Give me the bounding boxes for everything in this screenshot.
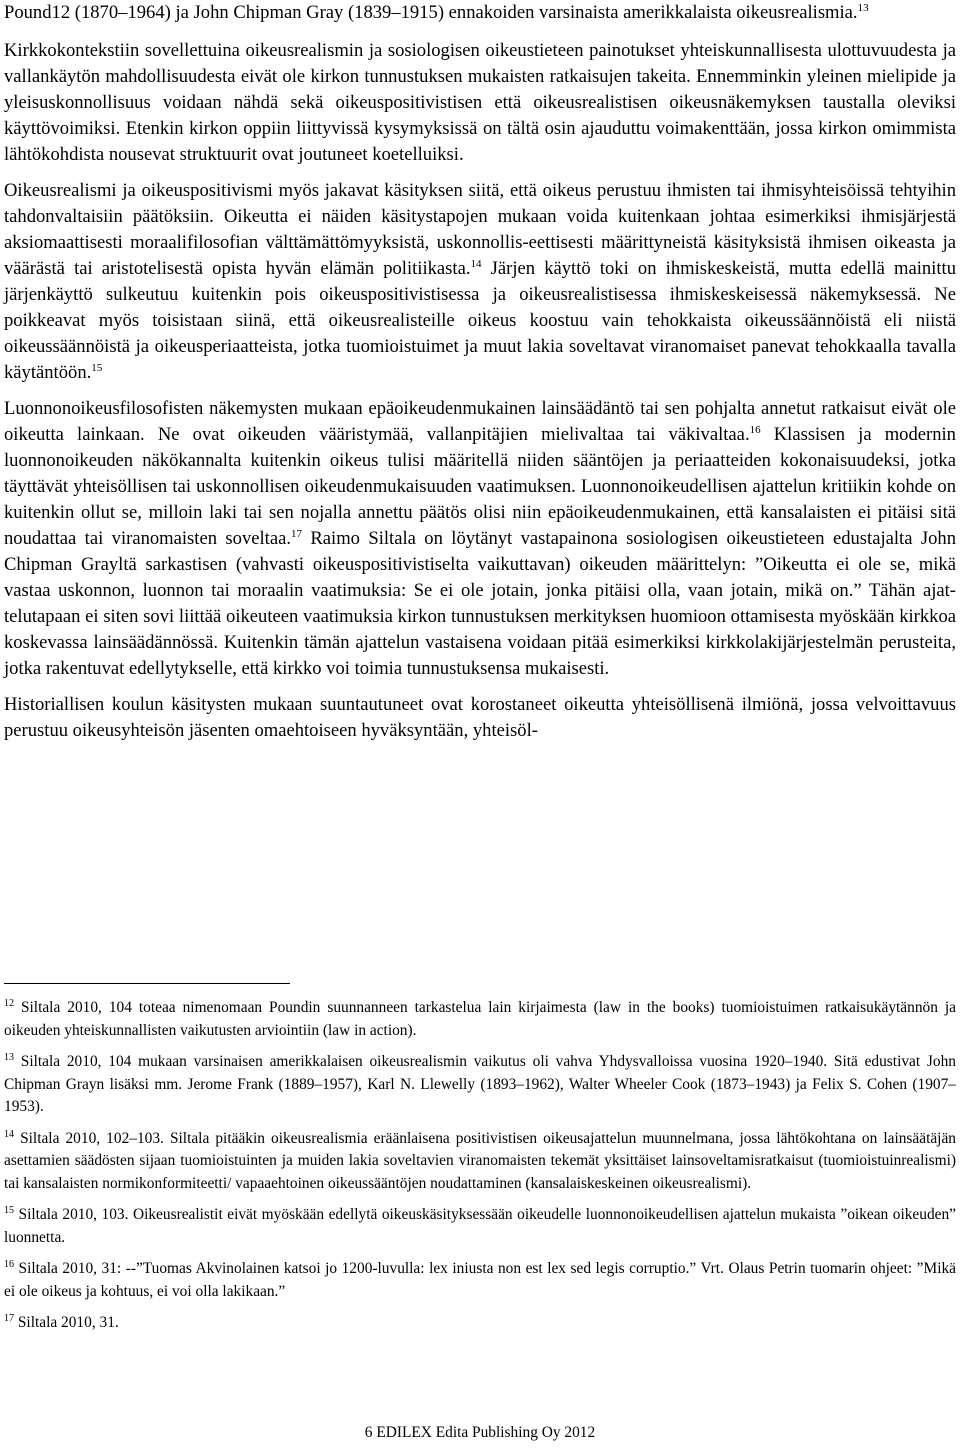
footnote-ref-17[interactable]: 17: [290, 527, 302, 540]
footnote-number: 12: [4, 997, 14, 1009]
paragraph-1: Kirkkokontekstiin sovellettuina oikeusrealismin ja sosiologisen oikeustieteen painotukset yhteiskunnallisesta ulottuvuudesta ja vallankäytön mahdollisuudesta eivät ole kirkon tunnustuksen mukaisten ratkaisujen takeita. Ennemminkin yleinen mielipide ja yleisuskonnollisuus voidaan nähdä sekä oikeuspositivistisen että oikeusrealistisen oikeusnäkemyksen taustalla oleviksi käyttövoimiksi. Etenkin kirkon oppiin liittyvissä kysymyksissä on tältä osin ajauduttu voimakenttään, jossa kirkon omimmista lähtökohdista nousevat struktuurit ovat joutuneet koetelluiksi.: [4, 40, 956, 165]
footnote-ref-15[interactable]: 15: [91, 361, 103, 374]
footnote-number: 15: [4, 1204, 14, 1216]
paragraph-0-text: Pound12 (1870–1964) ja John Chipman Gray (1839–1915) ennakoiden varsinaista amerikkalaista oikeusrealismia.: [4, 2, 858, 23]
footnote-number: 13: [4, 1051, 14, 1063]
paragraph-4: Historiallisen koulun käsitysten mukaan suuntautuneet ovat korostaneet oikeutta yhteisöllisenä ilmiönä, jossa velvoittavuus perustuu oikeusyhteisön jäsenten omaehtoiseen hyväksyntään, yhteisöl-: [4, 694, 956, 741]
footnote-separator: [4, 983, 290, 984]
footnote: [4, 1051, 956, 1119]
footnote-number: 16: [4, 1258, 14, 1270]
paragraph-3-text-b: Klassisen ja modernin luonnonoikeuden näkökannalta kuitenkin oikeus tulisi määritellä niiden sääntöjen ja periaatteiden kokonaisuudeksi, jotka täyttävät yhteisöllisen tai uskonnollisen oikeudenmukaisuuden vaatimuksen. Luonnonoikeudellisen ajattelun kritiikin kohde on kuitenkin ollut se, milloin laki tai sen nojalla annettu päätös olisi niin epäoikeudenmukainen, että kansalaisten ei pitäisi sitä noudattaa tai viranomaisten soveltaa.: [4, 424, 956, 549]
paragraph-0: [4, 0, 956, 26]
footnote-number: 14: [4, 1128, 14, 1140]
footnote-text: Siltala 2010, 104 toteaa nimenomaan Poundin suunnanneen tarkastelua lain kirjaimesta (law in the books) tuomioistuimen ratkaisukäytännön ja oikeuden yhteiskunnallisten vaikutusten arviointiin (law in action).: [4, 999, 956, 1039]
paragraph-2-text-a: Oikeusrealismi ja oikeuspositivismi myös jakavat käsityksen siitä, että oikeus perustuu ihmisten tai ihmisyhteisöissä tehtyihin tahdonvaltaisiin päätöksiin. Oikeutta ei näiden käsitystapojen mukaan voida kuitenkaan johtaa esimerkiksi ihmisjärjestä aksiomaattisesti moraalifilosofian välttämättömyyksistä, uskonnollis-eettisesti määrittyneistä käsityksistä ihmisen oikeasta ja väärästä tai aristotelisestä opista hyvän elämän politiikasta.: [4, 180, 956, 279]
footnote: [4, 1258, 956, 1303]
paragraph-2: [4, 178, 956, 386]
footnote-ref-13[interactable]: 13: [857, 1, 869, 14]
document-page: [4, 0, 956, 1455]
main-text: [4, 0, 956, 744]
footnote-ref-16[interactable]: 16: [749, 423, 761, 436]
footnote-ref-14[interactable]: 14: [470, 257, 482, 270]
footnote-text: Siltala 2010, 103. Oikeusrealistit eivät myöskään edellytä oikeuskäsityksessään oikeudelle luonnonoikeudellisen ajattelun mukaista ”oikean oikeuden” luonnetta.: [4, 1206, 956, 1246]
footnote-text: Siltala 2010, 31.: [17, 1314, 119, 1331]
footnote: [4, 1204, 956, 1249]
footnotes: [4, 997, 956, 1344]
paragraph-3-text-c: Raimo Siltala on löytänyt vastapainona sosiologisen oikeustieteen edustajalta John Chipman Grayltä sarkastisen (vahvasti oikeuspositivistiselta vaikuttavan) oikeuden määrittelyn: ”Oikeutta ei ole se, mikä vastaa uskonnon, luonnon tai moraalin vaatimuksia: Se ei ole jotain, jonka pitäisi olla, vaan jotain, mikä on.” Tähän ajattelutapaan ei siten sovi liittää oikeuteen vaatimuksia kirkon tunnustuksen merkityksen huomioon ottamisesta myöskään kirkkoa koskevassa lainsäädännössä. Kuitenkin tämän ajattelun vastaisena voidaan pitää esimerkiksi kirkkolakijärjestelmän perusteita, jotka rakentuvat edellytykselle, että kirkko voi toimia tunnustuksensa mukaisesti.: [4, 528, 956, 679]
page-footer: 6 EDILEX Edita Publishing Oy 2012: [364, 1424, 596, 1441]
footnote: [4, 1312, 956, 1335]
footnote-text: Siltala 2010, 104 mukaan varsinaisen amerikkalaisen oikeusrealismin vaikutus oli vahva Yhdysvalloissa vuosina 1920–1940. Sitä edustivat John Chipman Grayn lisäksi mm. Jerome Frank (1889–1957), Karl N. Llewelly (1893–1962), Walter Wheeler Cook (1873–1943) ja Felix S. Cohen (1907–1953).: [4, 1053, 956, 1115]
paragraph-3: [4, 396, 956, 682]
paragraph-3-text-a: Luonnonoikeusfilosofisten näkemysten mukaan epäoikeudenmukainen lainsäädäntö tai sen pohjalta annetut ratkaisut eivät ole oikeutta lainkaan. Ne ovat oikeuden vääristymää, vallanpitäjien mielivaltaa tai väkivaltaa.: [4, 398, 956, 445]
footnote-text: Siltala 2010, 102–103. Siltala pitääkin oikeusrealismia eräänlaisena positivistisen oikeusajattelun muunnelmana, jossa lähtökohtana on lainsäätäjän asettamien säädösten sijaan tuomioistuinten ja muiden lakia soveltavien viranomaisten tekemät yksittäiset lainsoveltamisratkaisut (tuomioistuinrealismi) tai kansalaisten normikonformiteetti/ vapaaehtoinen oikeussääntöjen noudattaminen (kansalaiskeskeinen oikeusrealismi).: [4, 1129, 956, 1192]
footnote-text: Siltala 2010, 31: --”Tuomas Akvinolainen katsoi jo 1200-luvulla: lex iniusta non est lex sed legis corruptio.” Vrt. Olaus Petrin tuomarin ohjeet: ”Mikä ei ole oikeus ja kohtuus, ei voi olla lakikaan.”: [4, 1260, 956, 1300]
footnote: [4, 1128, 956, 1196]
footnote: [4, 997, 956, 1042]
footnote-number: 17: [4, 1312, 14, 1324]
paragraph-2-text-b: Järjen käyttö toki on ihmiskeskeistä, mutta edellä mainittu järjenkäyttö sulkeutuu kuitenkin pois oikeuspositivistisessa ja oikeusrealistisessa ihmiskeskeisessä näkemyksessä. Ne poikkeavat myös toisistaan siinä, että oikeusrealisteille oikeus koostuu vain tehokkaista oikeussäännöistä eli niistä oikeussäännöistä ja oikeusperiaatteista, jotka tuomioistuimet ja muut lakia soveltavat viranomaiset panevat tehokkaalla tavalla käytäntöön.: [4, 258, 956, 383]
